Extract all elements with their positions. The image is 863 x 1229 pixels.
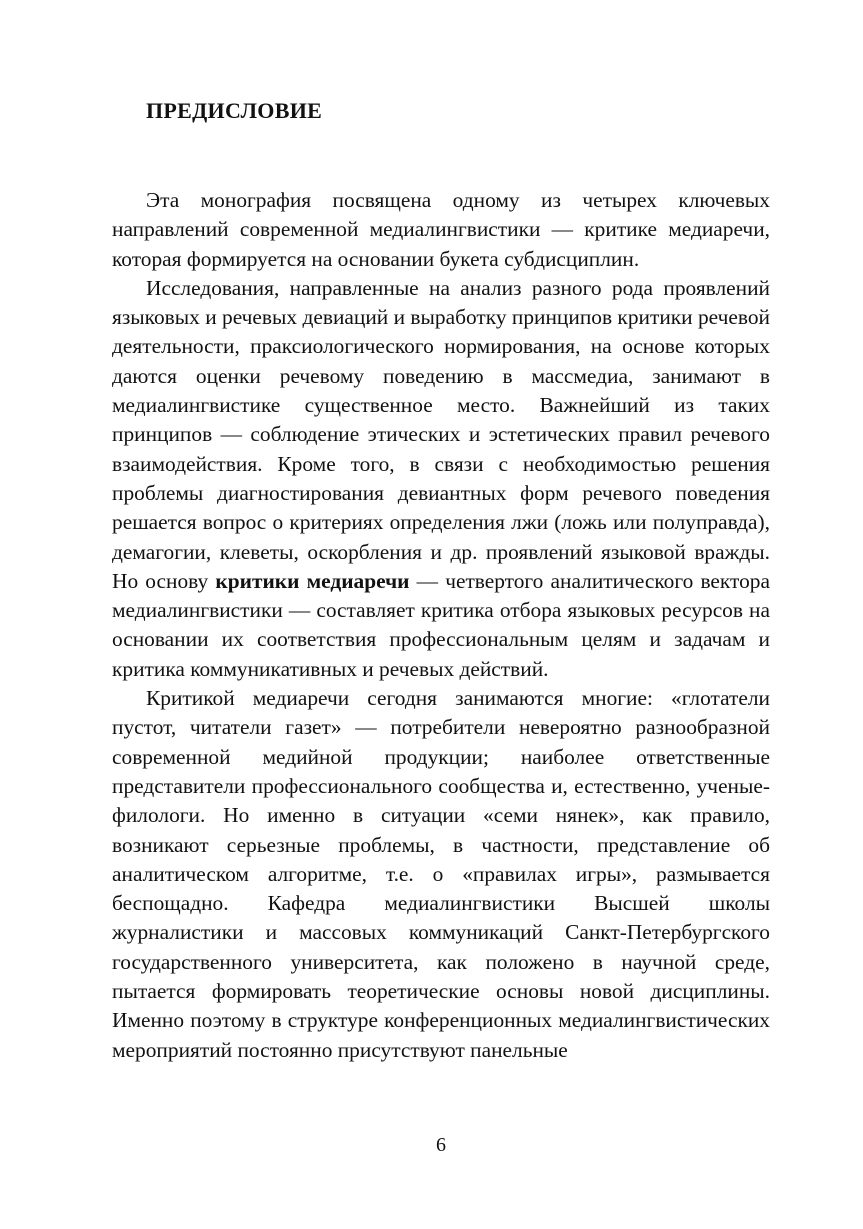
page-title: ПРЕДИСЛОВИЕ (146, 98, 323, 123)
paragraph-2-text-start: Исследования, направленные на анализ разного рода проявлений языковых и речевых девиаций и выработку принципов критики речевой деятельности, праксиологического нормирования, на основе которых даются оценки речевому поведению в массмедиа, занимают в медиалингвистике существенное место. Важнейший из таких принципов — соблюдение этических и эстетических правил речевого взаимодействия. Кроме того, в связи с необходимостью решения проблемы диагностирования девиантных форм речевого поведения решается вопрос о критериях определения лжи (ложь или полуправда), демагогии, клеветы, оскорбления и др. проявлений языковой вражды. Но основу (112, 275, 770, 593)
body-text (112, 186, 770, 1065)
paragraph-2 (112, 274, 770, 684)
paragraph-1: Эта монография посвящена одному из четырех ключевых направлений современной медиалингвистики — критике медиаречи, которая формируется на основании букета субдисциплин. (112, 188, 770, 271)
document-page (112, 0, 770, 1229)
paragraph-2-text-end: — четвертого аналитического вектора медиалингвистики — составляет критика отбора языковых ресурсов на основании их соответствия профессиональным целям и задачам и критика коммуникативных и речевых действий. (112, 568, 770, 681)
paragraph-2-bold-term: критики медиаречи (215, 568, 410, 593)
page-number: 6 (436, 1134, 446, 1156)
paragraph-3: Критикой медиаречи сегодня занимаются многие: «глотатели пустот, читатели газет» — потребители невероятно разнообразной современной медийной продукции; наиболее ответственные представители профессионального сообщества и, естественно, ученые-филологи. Но именно в ситуации «семи нянек», как правило, возникают серьезные проблемы, в частности, представление об аналитическом алгоритме, т.е. о «правилах игры», размывается беспощадно. Кафедра медиалингвистики Высшей школы журналистики и массовых коммуникаций Санкт-Петербургского государственного университета, как положено в научной среде, пытается формировать теоретические основы новой дисциплины. Именно поэтому в структуре конференционных медиалингвистических мероприятий постоянно присутствуют панельные (112, 686, 770, 1062)
